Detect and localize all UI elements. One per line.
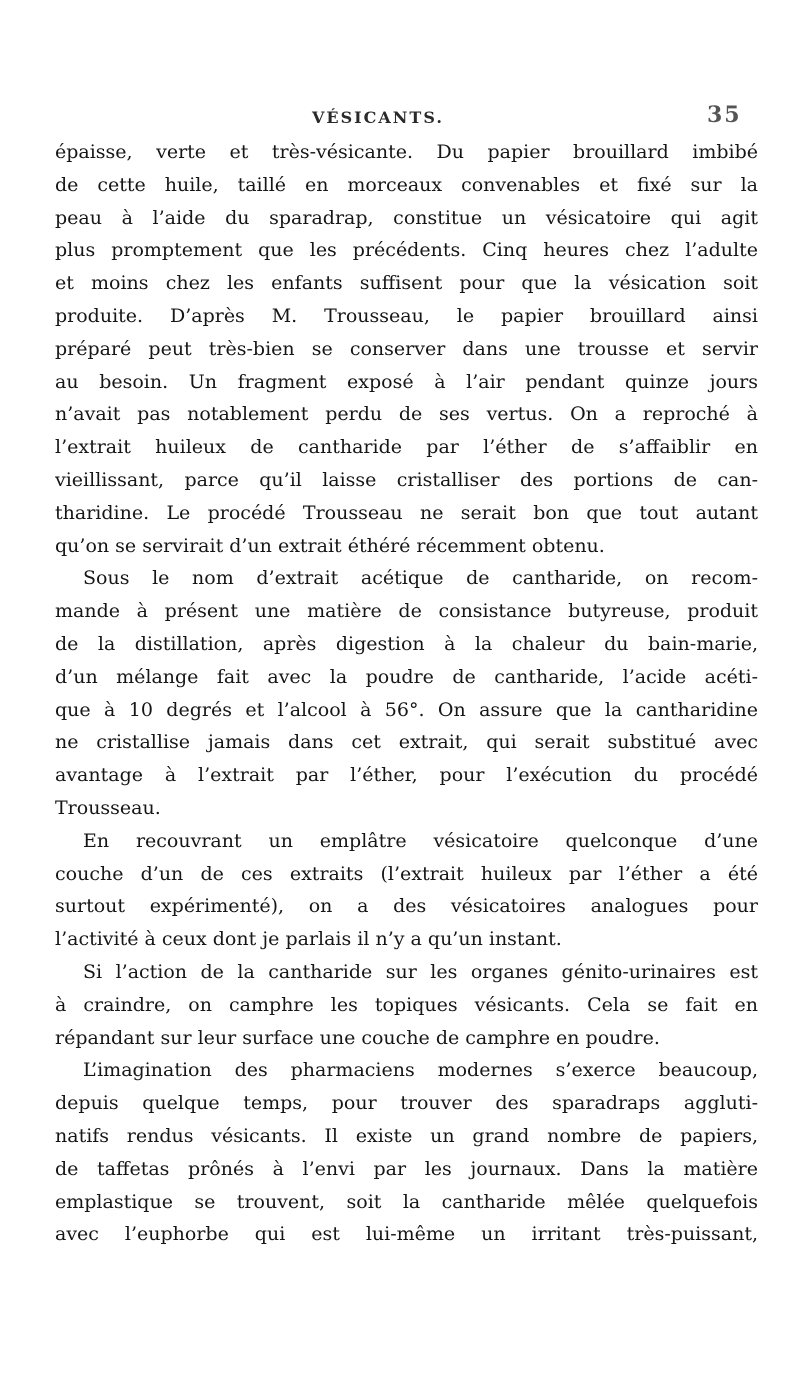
text-line: depuis quelque temps, pour trouver des sparadraps aggluti- (55, 1092, 758, 1115)
text-line: ne cristallise jamais dans cet extrait, qui serait substitué avec (55, 731, 758, 754)
text-line: qu’on se servirait d’un extrait éthéré récemment obtenu. (55, 534, 605, 557)
text-line: peau à l’aide du sparadrap, constitue un vésicatoire qui agit (55, 206, 758, 229)
text-line: L’imagination des pharmaciens modernes s’exerce beaucoup, (83, 1059, 758, 1082)
text-line: En recouvrant un emplâtre vésicatoire quelconque d’une (83, 829, 758, 852)
body-text (55, 136, 758, 1251)
running-title: VÉSICANTS. (312, 108, 444, 127)
text-line: répandant sur leur surface une couche de camphre en poudre. (55, 1026, 660, 1049)
page-number: 35 (707, 102, 742, 128)
text-line: épaisse, verte et très-vésicante. Du papier brouillard imbibé (55, 141, 758, 163)
text-line: et moins chez les enfants suffisent pour que la vésication soit (55, 272, 758, 295)
text-line: avantage à l’extrait par l’éther, pour l’exécution du procédé (55, 764, 758, 787)
running-head (0, 100, 801, 130)
text-line: l’extrait huileux de cantharide par l’éther de s’affaiblir en (55, 436, 758, 459)
text-line: tharidine. Le procédé Trousseau ne serait bon que tout autant (55, 501, 758, 524)
text-line: vieillissant, parce qu’il laisse cristalliser des portions de can- (55, 468, 758, 491)
text-line: d’un mélange fait avec la poudre de cantharide, l’acide acéti- (55, 665, 758, 688)
text-line: produite. D’après M. Trousseau, le papier brouillard ainsi (55, 304, 758, 327)
text-line: Sous le nom d’extrait acétique de cantharide, on recom- (83, 567, 758, 590)
text-line: au besoin. Un fragment exposé à l’air pendant quinze jours (55, 370, 758, 393)
text-line: l’activité à ceux dont je parlais il n’y a qu’un instant. (55, 928, 562, 951)
text-line: à craindre, on camphre les topiques vésicants. Cela se fait en (55, 993, 758, 1016)
text-line: natifs rendus vésicants. Il existe un grand nombre de papiers, (55, 1124, 758, 1147)
text-line: préparé peut très-bien se conserver dans une trousse et servir (55, 337, 758, 360)
text-line: couche d’un de ces extraits (l’extrait huileux par l’éther a été (55, 862, 758, 885)
text-line: de la distillation, après digestion à la chaleur du bain-marie, (55, 632, 758, 655)
text-line: emplastique se trouvent, soit la cantharide mêlée quelquefois (55, 1190, 758, 1213)
text-line: avec l’euphorbe qui est lui-même un irritant très-puissant, (55, 1223, 758, 1246)
text-line: plus promptement que les précédents. Cinq heures chez l’adulte (55, 239, 758, 262)
text-line: de cette huile, taillé en morceaux convenables et fixé sur la (55, 173, 758, 196)
text-line: mande à présent une matière de consistance butyreuse, produit (55, 600, 758, 623)
text-line: Si l’action de la cantharide sur les organes génito-urinaires est (83, 960, 758, 983)
text-line: n’avait pas notablement perdu de ses vertus. On a reproché à (55, 403, 758, 426)
text-line: que à 10 degrés et l’alcool à 56°. On assure que la cantharidine (55, 698, 758, 721)
text-line: de taffetas prônés à l’envi par les journaux. Dans la matière (55, 1157, 758, 1180)
text-line: Trousseau. (55, 796, 161, 819)
text-line: surtout expérimenté), on a des vésicatoires analogues pour (55, 895, 758, 918)
